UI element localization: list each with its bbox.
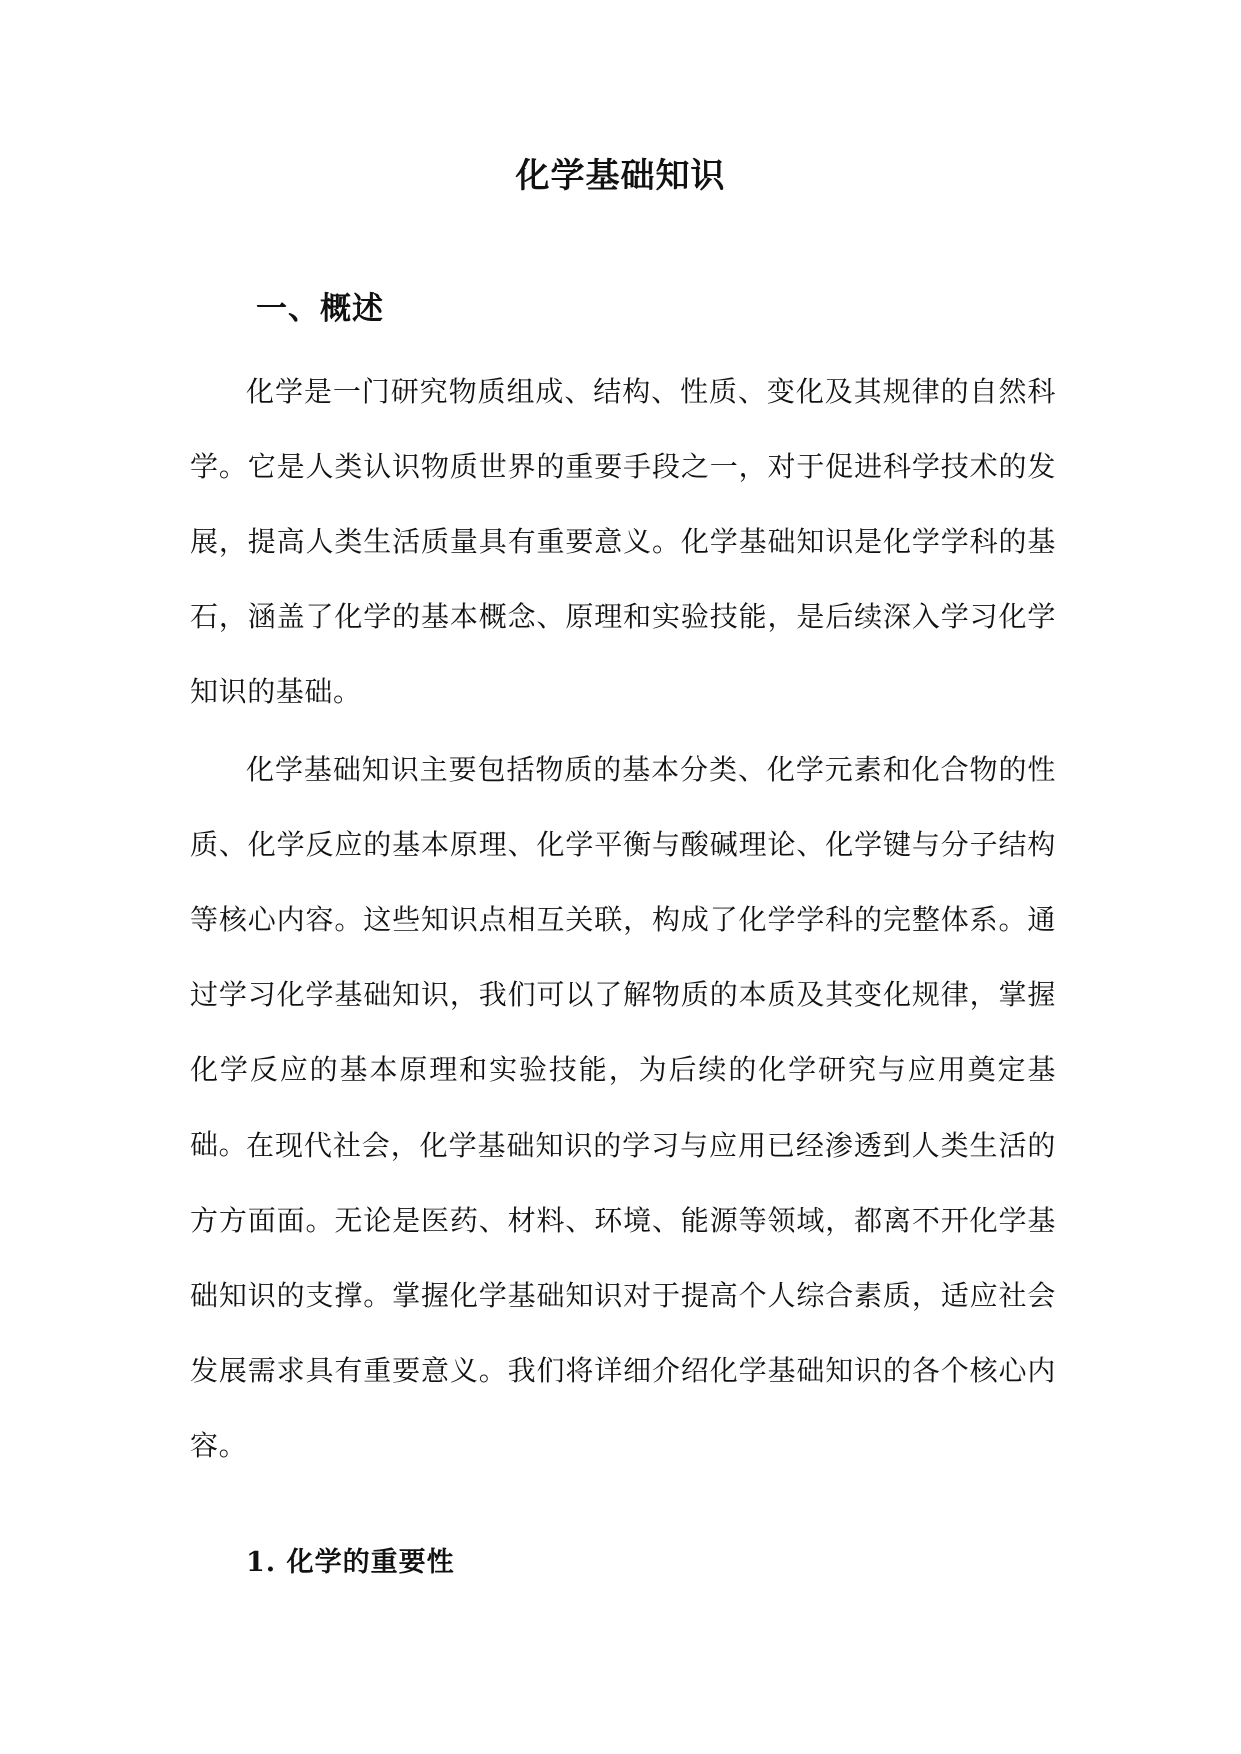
body-paragraph: 在现代社会，化学基础知识的学习与应用已经渗透到人类生活的方方面面。无论是医药、材料、环境、能源等领域，都离不开化学基础知识的支撑。掌握化学基础知识对于提高个人综合素质，适应社会发展需求具有重要意义。我们将详细介绍化学基础知识的各个核心内容。 bbox=[190, 1129, 1056, 1462]
document-title: 化学基础知识 bbox=[515, 156, 726, 196]
body-paragraph: 化学基础知识主要包括物质的基本分类、化学元素和化合物的性质、化学反应的基本原理、化学平衡与酸碱理论、化学键与分子结构等核心内容。这些知识点相互关联，构成了化学学科的完整体系。通过学习化学基础知识，我们可以了解物质的本质及其变化规律，掌握化学反应的基本原理和实验技能，为后续的化学研究与应用奠定基础。 bbox=[190, 753, 1056, 1161]
section-heading-overview: 一、概述 bbox=[256, 291, 384, 327]
body-paragraph: 化学是一门研究物质组成、结构、性质、变化及其规律的自然科学。它是人类认识物质世界的重要手段之一，对于促进科学技术的发展，提高人类生活质量具有重要意义。化学基础知识是化学学科的基石，涵盖了化学的基本概念、原理和实验技能，是后续深入学习化学知识的基础。 bbox=[190, 375, 1056, 708]
subsection-heading-importance: 1. 化学的重要性 bbox=[246, 1547, 455, 1578]
